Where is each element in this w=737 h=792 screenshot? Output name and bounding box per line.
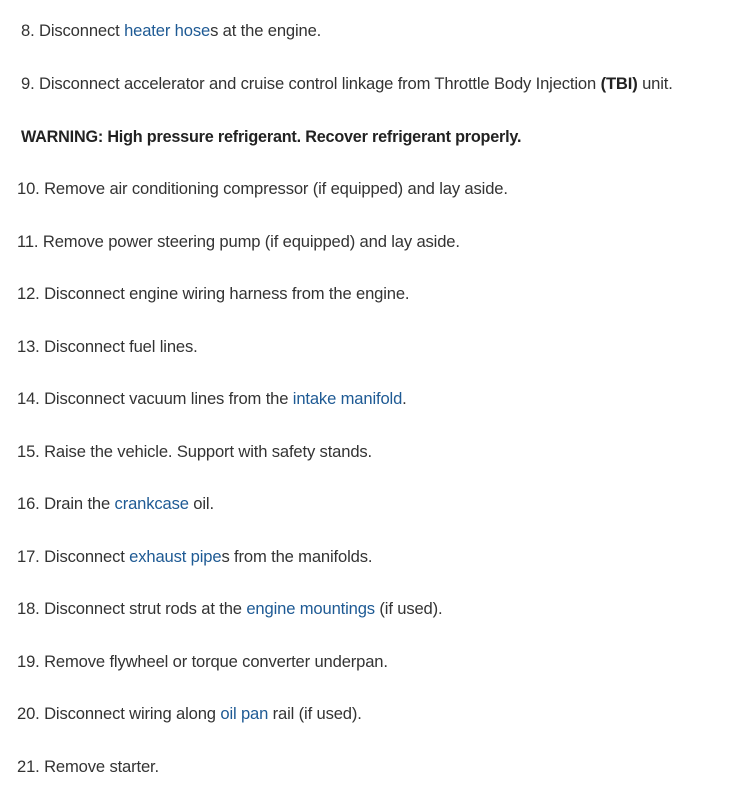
term-link[interactable]: exhaust pipe [129, 547, 222, 566]
step-text: rail (if used). [268, 704, 362, 723]
step-item [21, 73, 673, 95]
step-number: 17. [17, 547, 40, 566]
step-text: Disconnect strut rods at the [44, 599, 247, 618]
step-item [17, 388, 407, 410]
step-item [17, 283, 409, 305]
step-item [17, 546, 372, 568]
step-item [17, 598, 442, 620]
step-item [17, 651, 388, 673]
step-number: 19. [17, 652, 40, 671]
step-text: Disconnect accelerator and cruise control linkage from Throttle Body Injection [39, 74, 601, 93]
step-text: s at the engine. [210, 21, 322, 40]
step-number: 9. [21, 74, 35, 93]
step-text: . [402, 389, 407, 408]
step-text: Remove air conditioning compressor (if equipped) and lay aside. [44, 179, 508, 198]
term-link[interactable]: oil pan [220, 704, 269, 723]
step-text: Remove starter. [44, 757, 159, 776]
term-link[interactable]: intake manifold [292, 389, 403, 408]
term-link[interactable]: engine mountings [246, 599, 375, 618]
step-number: 16. [17, 494, 40, 513]
step-text: Remove flywheel or torque converter underpan. [44, 652, 388, 671]
step-item [17, 441, 372, 463]
step-text: Disconnect [39, 21, 125, 40]
step-item [17, 756, 159, 778]
step-number: 8. [21, 21, 35, 40]
step-item [17, 178, 508, 200]
step-text: (if used). [374, 599, 443, 618]
step-number: 20. [17, 704, 40, 723]
step-text: Disconnect vacuum lines from the [44, 389, 293, 408]
step-number: 10. [17, 179, 40, 198]
step-text: s from the manifolds. [221, 547, 373, 566]
step-number: 21. [17, 757, 40, 776]
warning-text: WARNING: High pressure refrigerant. Recover refrigerant properly. [21, 128, 522, 146]
step-item [21, 20, 321, 42]
bold-term: (TBI) [600, 74, 638, 93]
step-text: Disconnect wiring along [44, 704, 221, 723]
step-number: 14. [17, 389, 40, 408]
step-number: 13. [17, 337, 40, 356]
term-link[interactable]: heater hose [124, 21, 211, 40]
step-item [17, 231, 460, 253]
term-link[interactable]: crankcase [114, 494, 189, 513]
step-item [17, 336, 198, 358]
step-item [17, 703, 362, 725]
step-number: 11. [17, 232, 39, 251]
step-text: Disconnect fuel lines. [44, 337, 198, 356]
step-text: Remove power steering pump (if equipped) and lay aside. [42, 232, 460, 251]
step-number: 12. [17, 284, 40, 303]
step-number: 18. [17, 599, 40, 618]
step-number: 15. [17, 442, 40, 461]
step-text: Drain the [44, 494, 115, 513]
step-text: unit. [637, 74, 673, 93]
step-text: Raise the vehicle. Support with safety stands. [44, 442, 373, 461]
step-text: Disconnect [44, 547, 130, 566]
step-item [17, 493, 214, 515]
step-text: Disconnect engine wiring harness from the engine. [44, 284, 410, 303]
step-text: oil. [188, 494, 214, 513]
